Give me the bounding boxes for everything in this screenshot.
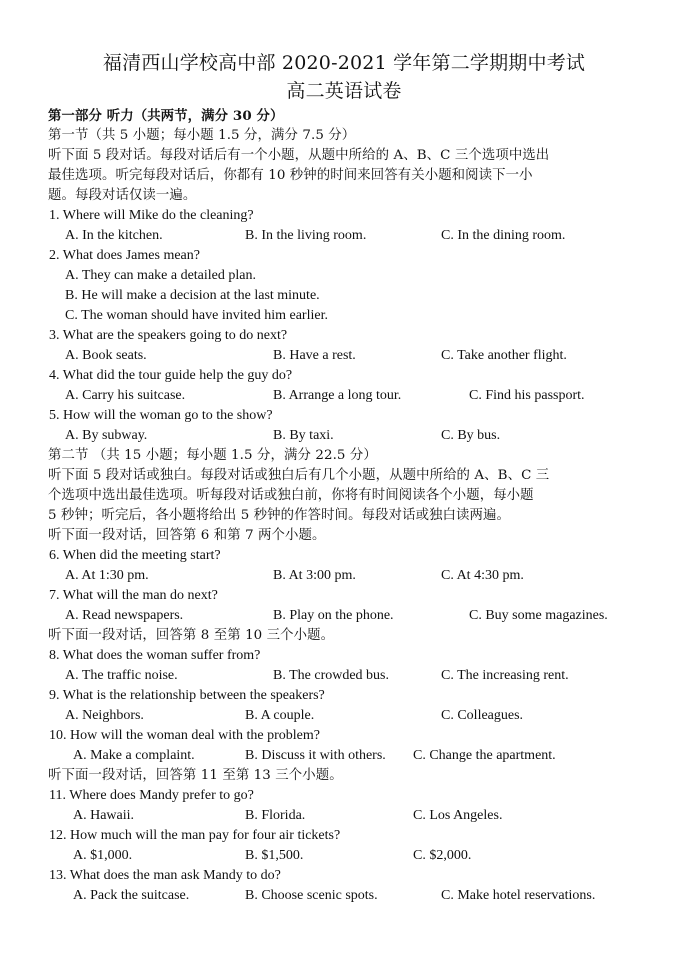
question-stem: 8. What does the woman suffer from? bbox=[49, 648, 261, 663]
section2-instruction: 个选项中选出最佳选项。听每段对话或独白前，你将有时间阅读各个小题，每小题 bbox=[48, 488, 534, 503]
section1-instruction: 听下面 5 段对话。每段对话后有一个小题，从题中所给的 A、B、C 三个选项中选出 bbox=[48, 148, 550, 163]
option-a: A. Book seats. bbox=[65, 348, 147, 363]
option-b: B. In the living room. bbox=[245, 228, 367, 243]
option-a: A. Pack the suitcase. bbox=[73, 888, 190, 903]
options-row bbox=[0, 747, 688, 765]
question-stem: 12. How much will the man pay for four air tickets? bbox=[49, 828, 341, 843]
option-c: C. Make hotel reservations. bbox=[441, 888, 596, 903]
options-row bbox=[0, 387, 688, 405]
option-c: C. At 4:30 pm. bbox=[441, 568, 524, 583]
section1-instruction: 最佳选项。听完每段对话后，你都有 10 秒钟的时间来回答有关小题和阅读下一小 bbox=[48, 168, 533, 183]
section1-instruction: 题。每段对话仅读一遍。 bbox=[48, 188, 197, 203]
group-header: 听下面一段对话，回答第 6 和第 7 两个小题。 bbox=[48, 528, 326, 543]
option-c: C. The woman should have invited him earlier. bbox=[65, 308, 328, 323]
option-c: C. $2,000. bbox=[413, 848, 472, 863]
options-row bbox=[0, 607, 688, 625]
question-stem: 1. Where will Mike do the cleaning? bbox=[49, 208, 254, 223]
section2-instruction: 听下面 5 段对话或独白。每段对话或独白后有几个小题，从题中所给的 A、B、C 三 bbox=[48, 468, 550, 483]
option-b: B. Have a rest. bbox=[273, 348, 356, 363]
options-row bbox=[0, 887, 688, 905]
options-row bbox=[0, 807, 688, 825]
question-stem: 10. How will the woman deal with the problem? bbox=[49, 728, 320, 743]
options-row bbox=[0, 567, 688, 585]
part1-header: 第一部分 听力（共两节，满分 30 分） bbox=[48, 108, 284, 124]
option-a: A. $1,000. bbox=[73, 848, 133, 863]
option-b: B. The crowded bus. bbox=[273, 668, 389, 683]
section2-instruction: 5 秒钟；听完后，各小题将给出 5 秒钟的作答时间。每段对话或独白读两遍。 bbox=[48, 508, 511, 523]
option-b: B. By taxi. bbox=[273, 428, 334, 443]
group-header: 听下面一段对话，回答第 8 至第 10 三个小题。 bbox=[48, 628, 335, 643]
option-c: C. Find his passport. bbox=[469, 388, 585, 403]
question-stem: 13. What does the man ask Mandy to do? bbox=[49, 868, 281, 883]
option-a: A. Make a complaint. bbox=[73, 748, 195, 763]
option-a: A. Neighbors. bbox=[65, 708, 144, 723]
option-a: A. By subway. bbox=[65, 428, 148, 443]
option-c: C. Buy some magazines. bbox=[469, 608, 608, 623]
option-c: C. By bus. bbox=[441, 428, 501, 443]
option-b: B. He will make a decision at the last minute. bbox=[65, 288, 320, 303]
option-b: B. A couple. bbox=[245, 708, 315, 723]
option-b: B. Discuss it with others. bbox=[245, 748, 386, 763]
option-a: A. Hawaii. bbox=[73, 808, 135, 823]
section2-header: 第二节 （共 15 小题；每小题 1.5 分，满分 22.5 分） bbox=[48, 448, 377, 463]
option-b: B. Choose scenic spots. bbox=[245, 888, 378, 903]
option-b: B. Play on the phone. bbox=[273, 608, 394, 623]
option-a: A. Carry his suitcase. bbox=[65, 388, 186, 403]
options-row bbox=[0, 707, 688, 725]
question-stem: 5. How will the woman go to the show? bbox=[49, 408, 273, 423]
option-c: C. The increasing rent. bbox=[441, 668, 569, 683]
question-stem: 4. What did the tour guide help the guy do? bbox=[49, 368, 293, 383]
question-stem: 6. When did the meeting start? bbox=[49, 548, 221, 563]
question-stem: 9. What is the relationship between the speakers? bbox=[49, 688, 325, 703]
option-c: C. Take another flight. bbox=[441, 348, 567, 363]
option-b: B. At 3:00 pm. bbox=[273, 568, 356, 583]
question-stem: 7. What will the man do next? bbox=[49, 588, 218, 603]
options-row bbox=[0, 347, 688, 365]
option-c: C. Change the apartment. bbox=[413, 748, 556, 763]
option-a: A. They can make a detailed plan. bbox=[65, 268, 256, 283]
question-stem: 2. What does James mean? bbox=[49, 248, 200, 263]
group-header: 听下面一段对话，回答第 11 至第 13 三个小题。 bbox=[48, 768, 343, 783]
option-b: B. $1,500. bbox=[245, 848, 304, 863]
option-a: A. The traffic noise. bbox=[65, 668, 178, 683]
options-row bbox=[0, 667, 688, 685]
options-row bbox=[0, 267, 688, 285]
option-b: B. Florida. bbox=[245, 808, 306, 823]
options-row bbox=[0, 427, 688, 445]
options-row bbox=[0, 307, 688, 325]
option-c: C. In the dining room. bbox=[441, 228, 566, 243]
option-a: A. Read newspapers. bbox=[65, 608, 184, 623]
options-row bbox=[0, 287, 688, 305]
exam-title: 福清西山学校高中部 2020-2021 学年第二学期期中考试 bbox=[102, 52, 586, 74]
option-c: C. Los Angeles. bbox=[413, 808, 503, 823]
option-a: A. At 1:30 pm. bbox=[65, 568, 149, 583]
section1-header: 第一节（共 5 小题；每小题 1.5 分，满分 7.5 分） bbox=[48, 128, 356, 143]
question-stem: 11. Where does Mandy prefer to go? bbox=[49, 788, 254, 803]
option-b: B. Arrange a long tour. bbox=[273, 388, 402, 403]
question-stem: 3. What are the speakers going to do next? bbox=[49, 328, 288, 343]
exam-subtitle: 高二英语试卷 bbox=[286, 80, 402, 102]
option-c: C. Colleagues. bbox=[441, 708, 524, 723]
options-row bbox=[0, 227, 688, 245]
options-row bbox=[0, 847, 688, 865]
option-a: A. In the kitchen. bbox=[65, 228, 163, 243]
